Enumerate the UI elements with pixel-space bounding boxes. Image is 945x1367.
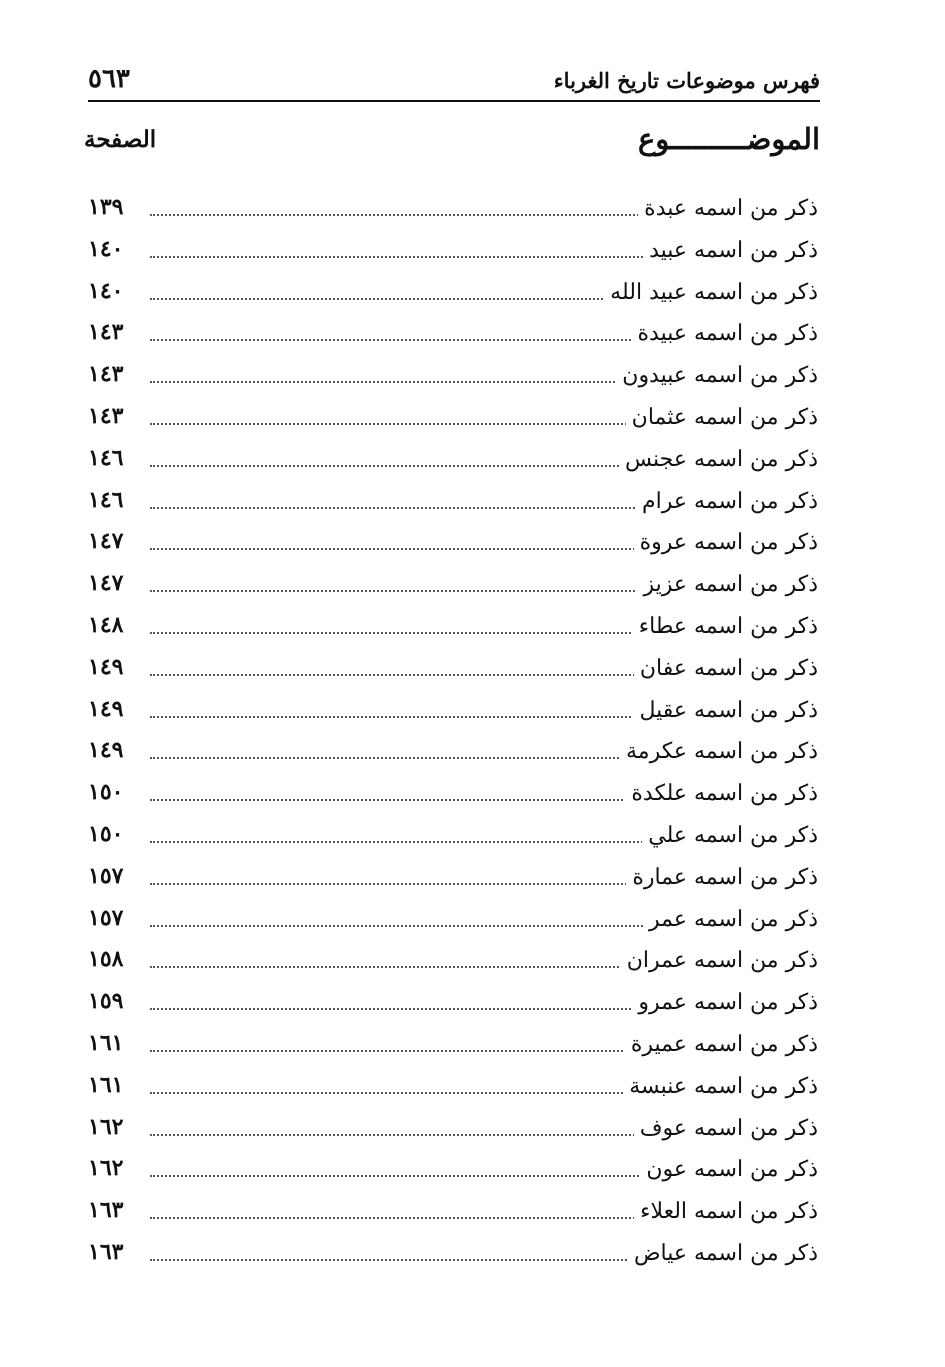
entry-page-number: ١٥٠ (88, 820, 124, 847)
entry-title: ذكر من اسمه عمرو (632, 990, 818, 1015)
index-entry (88, 1112, 818, 1154)
entry-page-number: ١٦١ (88, 1029, 124, 1056)
index-entry (88, 777, 818, 819)
entry-page-number: ١٥٧ (88, 862, 124, 889)
index-entry (88, 986, 818, 1028)
running-title: فهرس موضوعات تاريخ الغرباء (553, 68, 820, 93)
index-entry (88, 1237, 818, 1279)
entry-title: ذكر من اسمه عنبسة (623, 1074, 818, 1099)
entry-page-number: ١٤٠ (88, 277, 124, 304)
entry-page-number: ١٥٨ (88, 946, 124, 973)
entry-page-number: ١٤٩ (88, 653, 124, 680)
index-entry (88, 903, 818, 945)
index-entry (88, 1195, 818, 1237)
entry-title: ذكر من اسمه عون (640, 1157, 818, 1182)
entry-title: ذكر من اسمه عبيد (643, 238, 818, 263)
entry-title: ذكر من اسمه علكدة (625, 781, 818, 806)
entry-title: ذكر من اسمه عمارة (626, 865, 818, 890)
index-entry (88, 1028, 818, 1070)
entry-page-number: ١٦٣ (88, 1238, 124, 1265)
entry-title: ذكر من اسمه علي (642, 823, 818, 848)
entry-page-number: ١٤٠ (88, 235, 124, 262)
entry-page-number: ١٤٩ (88, 737, 124, 764)
index-entry (88, 1153, 818, 1195)
entry-page-number: ١٤٣ (88, 361, 124, 388)
index-entry (88, 610, 818, 652)
entry-page-number: ١٤٦ (88, 444, 124, 471)
index-entry (88, 861, 818, 903)
entry-page-number: ١٤٧ (88, 570, 124, 597)
entry-page-number: ١٤٣ (88, 402, 124, 429)
entry-page-number: ١٥٠ (88, 779, 124, 806)
entry-title: ذكر من اسمه عبيد الله (604, 280, 818, 305)
entry-page-number: ١٥٩ (88, 988, 124, 1015)
entry-title: ذكر من اسمه عكرمة (620, 739, 818, 764)
entry-page-number: ١٤٧ (88, 528, 124, 555)
entry-title: ذكر من اسمه عفان (634, 656, 818, 681)
entry-title: ذكر من اسمه عثمان (626, 405, 818, 430)
entry-page-number: ١٤٩ (88, 695, 124, 722)
entry-page-number: ١٦١ (88, 1071, 124, 1098)
index-entry (88, 568, 818, 610)
entry-page-number: ١٤٦ (88, 486, 124, 513)
index-entry (88, 694, 818, 736)
index-entry (88, 401, 818, 443)
entry-title: ذكر من اسمه عجنس (619, 447, 818, 472)
index-entry (88, 819, 818, 861)
index-entry (88, 485, 818, 527)
entry-page-number: ١٣٩ (88, 194, 124, 220)
entry-page-number: ١٦٢ (88, 1113, 124, 1140)
index-list (88, 192, 818, 1279)
index-entry (88, 944, 818, 986)
index-entry (88, 234, 818, 276)
entry-title: ذكر من اسمه عوف (634, 1116, 818, 1141)
page-column-heading: الصفحة (84, 126, 157, 153)
entry-title: ذكر من اسمه عمر (643, 907, 818, 932)
entry-page-number: ١٤٣ (88, 319, 124, 346)
index-entry (88, 276, 818, 318)
entry-title: ذكر من اسمه عرام (636, 489, 818, 514)
entry-title: ذكر من اسمه عبدة (638, 196, 818, 221)
index-entry (88, 652, 818, 694)
entry-page-number: ١٦٢ (88, 1155, 124, 1182)
subject-column-heading: الموضـــــــــوع (637, 122, 820, 156)
entry-title: ذكر من اسمه عزيز (637, 572, 818, 597)
index-entry (88, 1070, 818, 1112)
entry-title: ذكر من اسمه عبيدة (632, 321, 818, 346)
entry-title: ذكر من اسمه العلاء (634, 1199, 818, 1224)
entry-page-number: ١٦٣ (88, 1197, 124, 1224)
entry-title: ذكر من اسمه عقيل (633, 698, 818, 723)
entry-title: ذكر من اسمه عياض (628, 1241, 818, 1266)
page-number: ٥٦٣ (88, 64, 130, 94)
entry-title: ذكر من اسمه عمران (621, 948, 818, 973)
page-header (88, 58, 820, 102)
index-entry (88, 443, 818, 485)
index-entry (88, 735, 818, 777)
entry-title: ذكر من اسمه عميرة (625, 1032, 818, 1057)
entry-title: ذكر من اسمه عبيدون (616, 363, 818, 388)
header-divider (88, 100, 820, 102)
entry-title: ذكر من اسمه عروة (634, 530, 818, 555)
entry-page-number: ١٥٧ (88, 904, 124, 931)
index-entry (88, 526, 818, 568)
index-entry (88, 359, 818, 401)
index-entry (88, 317, 818, 359)
entry-page-number: ١٤٨ (88, 611, 124, 638)
index-entry (88, 192, 818, 234)
entry-title: ذكر من اسمه عطاء (633, 614, 818, 639)
